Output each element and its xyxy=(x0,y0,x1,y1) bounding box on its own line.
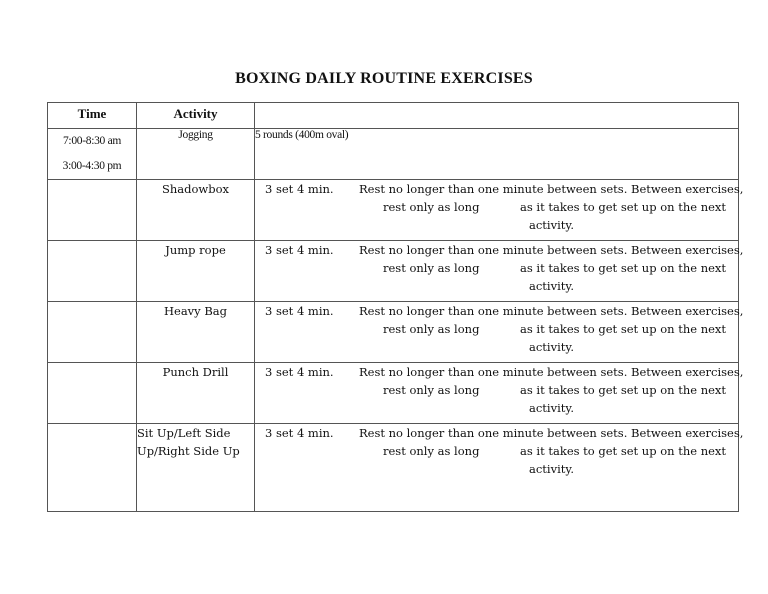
rest-text-line3: activity. xyxy=(529,462,575,476)
activity-cell: Jump rope xyxy=(137,241,255,302)
activity-cell: Sit Up/Left Side Up/Right Side Up xyxy=(137,424,255,512)
time-afternoon: 3:00-4:30 pm xyxy=(62,160,122,172)
header-time: Time xyxy=(48,103,137,129)
table-row xyxy=(48,424,739,512)
table-row xyxy=(48,302,739,363)
header-details xyxy=(255,103,739,129)
time-cell xyxy=(48,363,137,424)
sets-text: 3 set 4 min. xyxy=(265,365,334,379)
activity-cell: Jogging xyxy=(137,129,255,180)
details-cell xyxy=(255,424,744,512)
header-activity: Activity xyxy=(137,103,255,129)
rest-text-line2a: rest only as long xyxy=(383,322,480,336)
rest-text-line3: activity. xyxy=(529,340,575,354)
details-cell xyxy=(255,241,744,302)
rest-text-line2a: rest only as long xyxy=(383,261,480,275)
page-title: BOXING DAILY ROUTINE EXERCISES xyxy=(235,70,533,87)
rest-text-line2b: as it takes to get set up on the next xyxy=(520,200,727,214)
activity-cell: Shadowbox xyxy=(137,180,255,241)
rest-text-line3: activity. xyxy=(529,218,575,232)
details-cell: 5 rounds (400m oval) xyxy=(255,129,739,180)
time-cell xyxy=(48,424,137,512)
time-morning: 7:00-8:30 am xyxy=(62,135,122,147)
time-cell xyxy=(48,241,137,302)
details-cell xyxy=(255,302,744,363)
table-row xyxy=(48,180,739,241)
activity-cell: Heavy Bag xyxy=(137,302,255,363)
header-row xyxy=(48,103,739,129)
rest-text-line2b: as it takes to get set up on the next xyxy=(520,261,727,275)
rest-text-line1: Rest no longer than one minute between sets. Between exercises, xyxy=(359,304,744,318)
details-cell xyxy=(255,180,744,241)
rest-text-line1: Rest no longer than one minute between sets. Between exercises, xyxy=(359,365,744,379)
rest-text-line2b: as it takes to get set up on the next xyxy=(520,322,727,336)
table-row xyxy=(48,129,739,180)
rest-text-line2a: rest only as long xyxy=(383,383,480,397)
rest-text-line2b: as it takes to get set up on the next xyxy=(520,444,727,458)
time-cell xyxy=(48,129,137,180)
rest-text-line1: Rest no longer than one minute between sets. Between exercises, xyxy=(359,426,744,440)
rest-text-line2a: rest only as long xyxy=(383,444,480,458)
rest-text-line3: activity. xyxy=(529,279,575,293)
details-cell xyxy=(255,363,744,424)
routine-table xyxy=(47,102,744,512)
time-cell xyxy=(48,302,137,363)
rest-text-line2a: rest only as long xyxy=(383,200,480,214)
sets-text: 3 set 4 min. xyxy=(265,426,334,440)
sets-text: 3 set 4 min. xyxy=(265,243,334,257)
table-row xyxy=(48,241,739,302)
rest-text-line2b: as it takes to get set up on the next xyxy=(520,383,727,397)
sets-text: 3 set 4 min. xyxy=(265,304,334,318)
time-cell xyxy=(48,180,137,241)
rest-text-line3: activity. xyxy=(529,401,575,415)
rest-text-line1: Rest no longer than one minute between sets. Between exercises, xyxy=(359,182,744,196)
sets-text: 3 set 4 min. xyxy=(265,182,334,196)
table-row xyxy=(48,363,739,424)
rest-text-line1: Rest no longer than one minute between sets. Between exercises, xyxy=(359,243,744,257)
activity-cell: Punch Drill xyxy=(137,363,255,424)
